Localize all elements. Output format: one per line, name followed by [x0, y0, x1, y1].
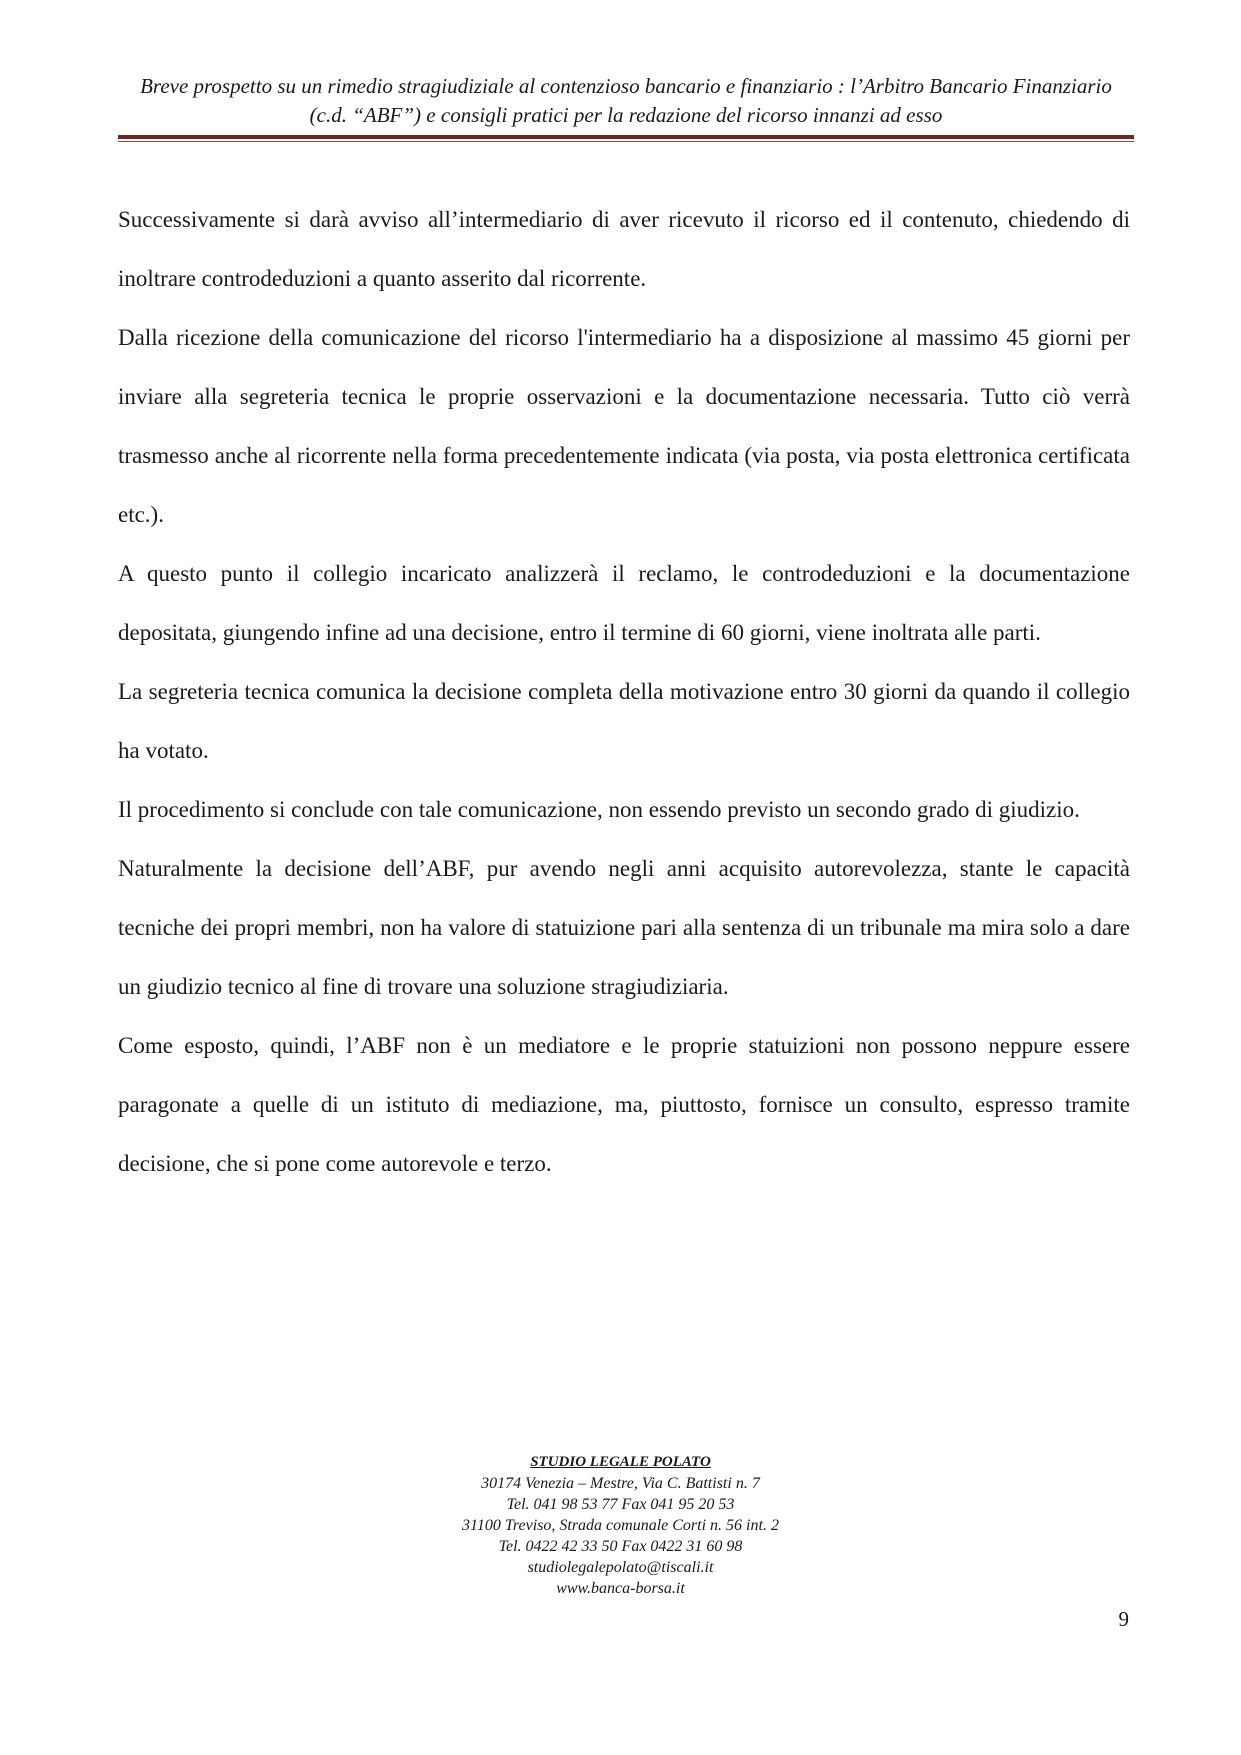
- paragraph: Dalla ricezione della comunicazione del ricorso l'intermediario ha a disposizione al massimo 45 giorni per inviare alla segreteria tecnica le proprie osservazioni e la documentazione necessaria. Tutto ciò verrà trasmesso anche al ricorrente nella forma precedentemente indicata (via posta, via posta elettronica certificata etc.).: [118, 325, 1130, 527]
- footer-website: www.banca-borsa.it: [556, 1580, 685, 1597]
- paragraph: La segreteria tecnica comunica la decisione completa della motivazione entro 30 giorni da quando il collegio ha votato.: [118, 679, 1130, 763]
- header-divider-thin: [118, 141, 1134, 142]
- header-title-line-2: (c.d. “ABF”) e consigli pratici per la redazione del ricorso innanzi ad esso: [309, 103, 943, 127]
- paragraph: Successivamente si darà avviso all’intermediario di aver ricevuto il ricorso ed il contenuto, chiedendo di inoltrare controdeduzioni a quanto asserito dal ricorrente.: [118, 207, 1130, 291]
- page-header: [118, 72, 1134, 130]
- footer-address-venezia: 30174 Venezia – Mestre, Via C. Battisti n. 7: [481, 1475, 760, 1492]
- page-number: 9: [1118, 1607, 1129, 1631]
- header-title-line-1: Breve prospetto su un rimedio stragiudiziale al contenzioso bancario e finanziario : l’Arbitro Bancario Finanziario: [140, 74, 1112, 98]
- paragraph: A questo punto il collegio incaricato analizzerà il reclamo, le controdeduzioni e la documentazione depositata, giungendo infine ad una decisione, entro il termine di 60 giorni, viene inoltrata alle parti.: [118, 561, 1130, 645]
- paragraph: Come esposto, quindi, l’ABF non è un mediatore e le proprie statuizioni non possono neppure essere paragonate a quelle di un istituto di mediazione, ma, piuttosto, fornisce un consulto, espresso tramite decisione, che si pone come autorevole e terzo.: [118, 1033, 1130, 1176]
- header-divider-thick: [118, 135, 1134, 139]
- document-body: [118, 190, 1130, 1193]
- footer-phone-venezia: Tel. 041 98 53 77 Fax 041 95 20 53: [506, 1496, 735, 1513]
- paragraph: Naturalmente la decisione dell’ABF, pur avendo negli anni acquisito autorevolezza, stante le capacità tecniche dei propri membri, non ha valore di statuizione pari alla sentenza di un tribunale ma mira solo a dare un giudizio tecnico al fine di trovare una soluzione stragiudiziaria.: [118, 856, 1130, 999]
- footer-address-treviso: 31100 Treviso, Strada comunale Corti n. 56 int. 2: [462, 1517, 779, 1534]
- page-footer: [0, 1452, 1241, 1599]
- footer-email: studiolegalepolato@tiscali.it: [527, 1559, 714, 1576]
- header-divider: [118, 135, 1134, 142]
- footer-phone-treviso: Tel. 0422 42 33 50 Fax 0422 31 60 98: [498, 1538, 743, 1555]
- paragraph: Il procedimento si conclude con tale comunicazione, non essendo previsto un secondo grado di giudizio.: [118, 797, 1080, 822]
- footer-firm-name: STUDIO LEGALE POLATO: [530, 1454, 711, 1470]
